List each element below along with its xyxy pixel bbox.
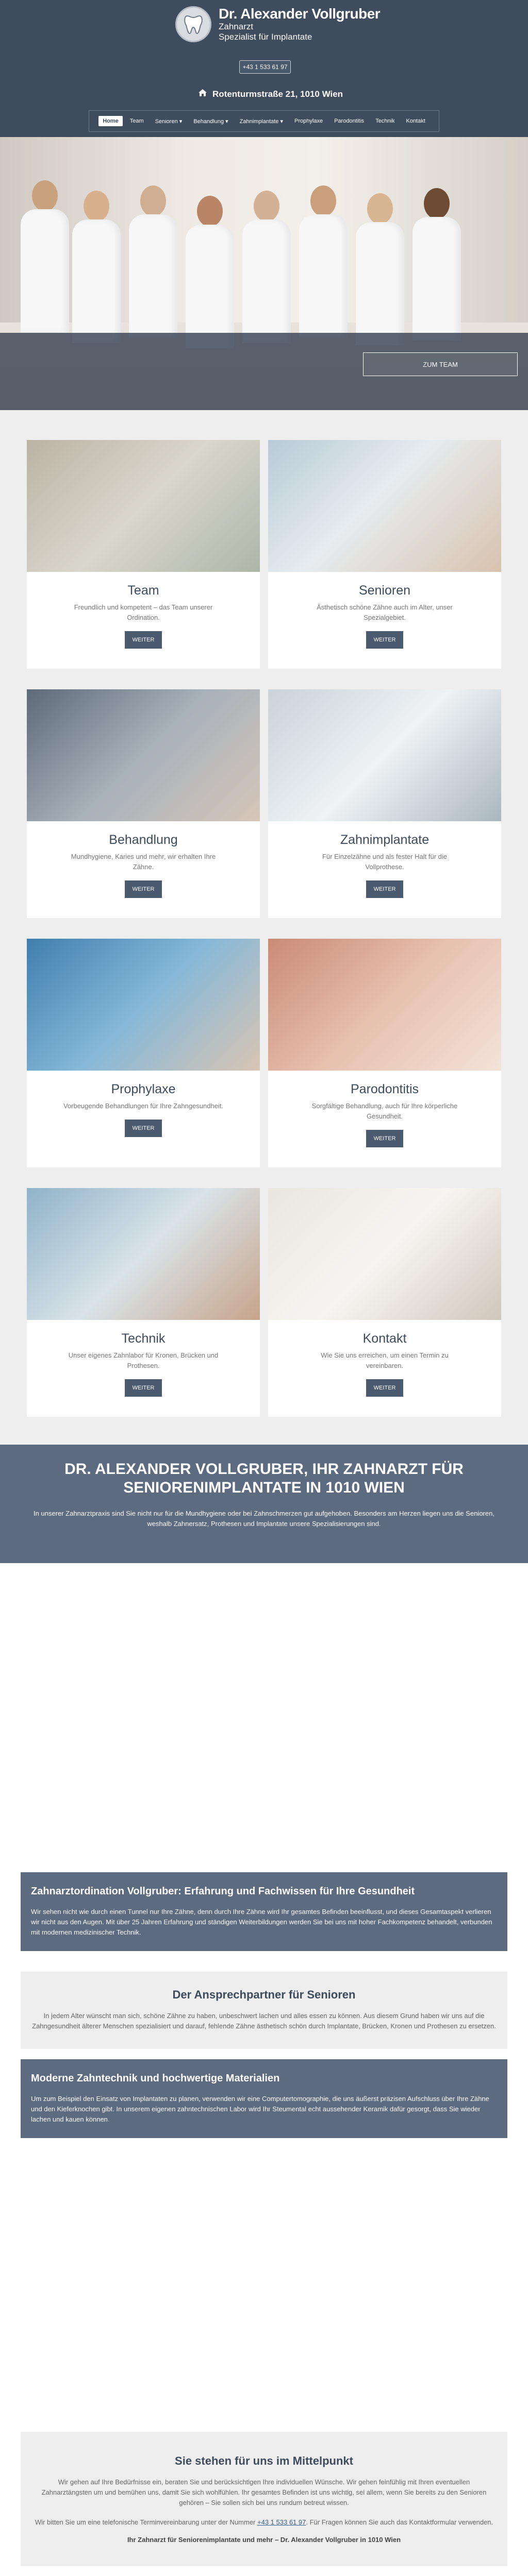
services-section: [0, 410, 528, 1445]
smile-photo: [268, 939, 501, 1071]
team-member-figure: [356, 193, 404, 346]
appointment-text-end: . Für Fragen können Sie auch das Kontaktformular verwenden.: [306, 2518, 493, 2526]
kontakt-weiter-button[interactable]: WEITER: [366, 1379, 403, 1397]
appointment-text-start: Wir bitten Sie um eine telefonische Terminvereinbarung unter der Nummer: [35, 2518, 256, 2526]
card-text: Freundlich und kompetent – das Team unserer Ordination.: [74, 603, 213, 621]
technik-weiter-button[interactable]: WEITER: [125, 1379, 162, 1397]
card-title: Senioren: [358, 583, 411, 598]
card-kontakt: [268, 1188, 501, 1417]
behandlung-weiter-button[interactable]: WEITER: [125, 880, 162, 898]
card-title: Team: [127, 583, 159, 598]
brand[interactable]: [175, 6, 380, 42]
brand-tagline: Spezialist für Implantate: [219, 32, 312, 42]
dental-lab-photo: [27, 1188, 260, 1320]
card-text: Unser eigenes Zahnlabor für Kronen, Brücken und Prothesen.: [68, 1351, 219, 1369]
patient-focus-text: Wir gehen auf Ihre Bedürfnisse ein, beraten Sie und berücksichtigen Ihre individuellen Wünsche. Wir gehen feinfühlig mit Ihren eventuellen Zahnarztängsten um und bemühen uns, damit Sie sich wohlfühlen. Ihr gesamtes Befinden ist uns wichtig, sei allem, wenn Sie bereits zu den Senioren gehören – Sie sollen sich bei uns rundum betreut wissen.: [41, 2478, 487, 2506]
home-icon: [198, 89, 207, 99]
spacer: [0, 1563, 528, 1872]
card-title: Kontakt: [362, 1331, 407, 1346]
tooth-logo-icon: [175, 6, 211, 42]
chevron-down-icon: ▾: [179, 118, 183, 125]
treatment-photo: [27, 689, 260, 821]
team-member-figure: [129, 185, 177, 338]
chevron-down-icon: ▾: [225, 118, 228, 125]
card-senioren: [268, 440, 501, 669]
team-member-figure: [72, 191, 121, 343]
brand-role: Zahnarzt: [219, 22, 254, 31]
card-parodontitis: [268, 939, 501, 1167]
nav-item-technik[interactable]: Technik: [375, 118, 395, 124]
intro-banner: [0, 1445, 528, 1563]
card-title: Parodontitis: [350, 1082, 419, 1096]
card-title: Behandlung: [109, 833, 178, 847]
card-text: Vorbeugende Behandlungen für Ihre Zahngesundheit.: [63, 1102, 224, 1110]
team-photo: [27, 440, 260, 572]
card-text: Für Einzelzähne und als fester Halt für die Vollprothese.: [322, 853, 448, 871]
site-header: [0, 0, 528, 137]
implant-model-photo: [268, 689, 501, 821]
senior-couple-photo: [268, 440, 501, 572]
team-weiter-button[interactable]: WEITER: [125, 631, 162, 649]
card-text: Wie Sie uns erreichen, um einen Termin zu vereinbaren.: [321, 1351, 449, 1369]
team-member-figure: [299, 185, 348, 338]
nav-item-zahnimplantate[interactable]: [236, 116, 287, 127]
brand-name: Dr. Alexander Vollgruber: [219, 6, 381, 22]
nav-item-kontakt[interactable]: Kontakt: [406, 118, 425, 124]
patient-focus-heading: Sie stehen für uns im Mittelpunkt: [175, 2454, 353, 2467]
card-title: Technik: [121, 1331, 166, 1346]
nav-item-home[interactable]: Home: [98, 116, 123, 126]
zahnimplantate-weiter-button[interactable]: WEITER: [366, 880, 403, 898]
team-member-figure: [412, 188, 461, 341]
header-address: [198, 89, 343, 99]
card-text: Ästhetisch schöne Zähne auch im Alter, unser Spezialgebiet.: [317, 603, 453, 621]
card-text: Mundhygiene, Karies und mehr, wir erhalten Ihre Zähne.: [71, 853, 216, 871]
team-member-figure: [242, 191, 291, 343]
card-team: [27, 440, 260, 669]
card-prophylaxe: [27, 939, 260, 1167]
closing-line: Ihr Zahnarzt für Seniorenimplantate und mehr – Dr. Alexander Vollgruber in 1010 Wien: [127, 2536, 401, 2544]
header-phone-button[interactable]: +43 1 533 61 97: [239, 60, 291, 74]
senioren-weiter-button[interactable]: WEITER: [366, 631, 403, 649]
experience-heading: Zahnarztordination Vollgruber: Erfahrung und Fachwissen für Ihre Gesundheit: [31, 1886, 415, 1897]
banner-heading: DR. ALEXANDER VOLLGRUBER, IHR ZAHNARZT FÜR SENIORENIMPLANTATE IN 1010 WIEN: [64, 1461, 464, 1496]
card-title: Prophylaxe: [111, 1082, 176, 1096]
technology-box: [21, 2059, 507, 2138]
technology-text: Um zum Beispiel den Einsatz von Implantaten zu planen, verwenden wir eine Computertomographie, die uns äußerst präzisen Aufschluss über Ihre Zähne und den Kieferknochen gibt. In unserem eigenen zahntechnischen Labor wird Ihr Steumental echt aussehender Keramik dafür gesorgt, dass Sie wieder lachen und kauen können.: [31, 2095, 489, 2123]
spacer: [0, 2138, 528, 2432]
hero-team-photo: [0, 137, 528, 410]
card-technik: [27, 1188, 260, 1417]
card-zahnimplantate: [268, 689, 501, 918]
senior-partner-box: [21, 1972, 507, 2049]
prophylaxis-photo: [27, 939, 260, 1071]
senior-phone-photo: [268, 1188, 501, 1320]
parodontitis-weiter-button[interactable]: WEITER: [366, 1130, 403, 1147]
hero-team-button[interactable]: ZUM TEAM: [363, 352, 518, 376]
card-behandlung: [27, 689, 260, 918]
experience-text: Wir sehen nicht wie durch einen Tunnel nur Ihre Zähne, denn durch Ihre Zähne wird Ihr gesamtes Befinden beeinflusst, und dieses Gesamtaspekt verlieren wir nicht aus den Augen. Mit über 25 Jahren Erfahrung und ständigen Weiterbildungen werden Sie bei uns mit hoher Fachkompetenz behandelt, verbunden mit modernen medizinischer Technik.: [31, 1908, 492, 1936]
team-member-figure: [186, 196, 234, 348]
senior-partner-heading: Der Ansprechpartner für Senioren: [172, 1988, 356, 2001]
main-nav: [89, 110, 439, 132]
nav-item-senioren[interactable]: [151, 116, 187, 127]
banner-text: In unserer Zahnarztpraxis sind Sie nicht nur für die Mundhygiene oder bei Zahnschmerzen gut aufgehoben. Besonders am Herzen liegen uns die Senioren, weshalb Zahnersatz, Prothesen und Implantate unsere Spezialisierungen sind.: [34, 1510, 494, 1528]
appointment-text: [33, 2517, 495, 2528]
nav-label: Senioren: [155, 118, 178, 125]
nav-label: Behandlung: [193, 118, 224, 125]
nav-item-behandlung[interactable]: [189, 116, 232, 127]
team-member-figure: [21, 180, 69, 333]
nav-item-prophylaxe[interactable]: Prophylaxe: [294, 118, 323, 124]
senior-partner-text: In jedem Alter wünscht man sich, schöne Zähne zu haben, unbeschwert lachen und alles essen zu können. Aus diesem Grund haben wir uns auf die Zahngesundheit älterer Menschen spezialisiert und darauf, fehlende Zähne ästhetisch schön durch Implantate, Brücken, Kronen und Prothesen zu ersetzen.: [32, 2012, 496, 2030]
chevron-down-icon: ▾: [280, 118, 284, 125]
experience-box: [21, 1872, 507, 1951]
technology-heading: Moderne Zahntechnik und hochwertige Materialien: [31, 2073, 280, 2084]
spacer: [0, 2566, 528, 2576]
phone-link[interactable]: +43 1 533 61 97: [257, 2518, 306, 2526]
card-title: Zahnimplantate: [340, 833, 430, 847]
patient-focus-box: [21, 2432, 507, 2566]
address-text: Rotenturmstraße 21, 1010 Wien: [212, 89, 343, 99]
prophylaxe-weiter-button[interactable]: WEITER: [125, 1120, 162, 1137]
nav-item-parodontitis[interactable]: Parodontitis: [334, 118, 365, 124]
card-text: Sorgfältige Behandlung, auch für Ihre körperliche Gesundheit.: [311, 1102, 458, 1120]
nav-item-team[interactable]: Team: [129, 118, 144, 124]
nav-label: Zahnimplantate: [239, 118, 279, 125]
